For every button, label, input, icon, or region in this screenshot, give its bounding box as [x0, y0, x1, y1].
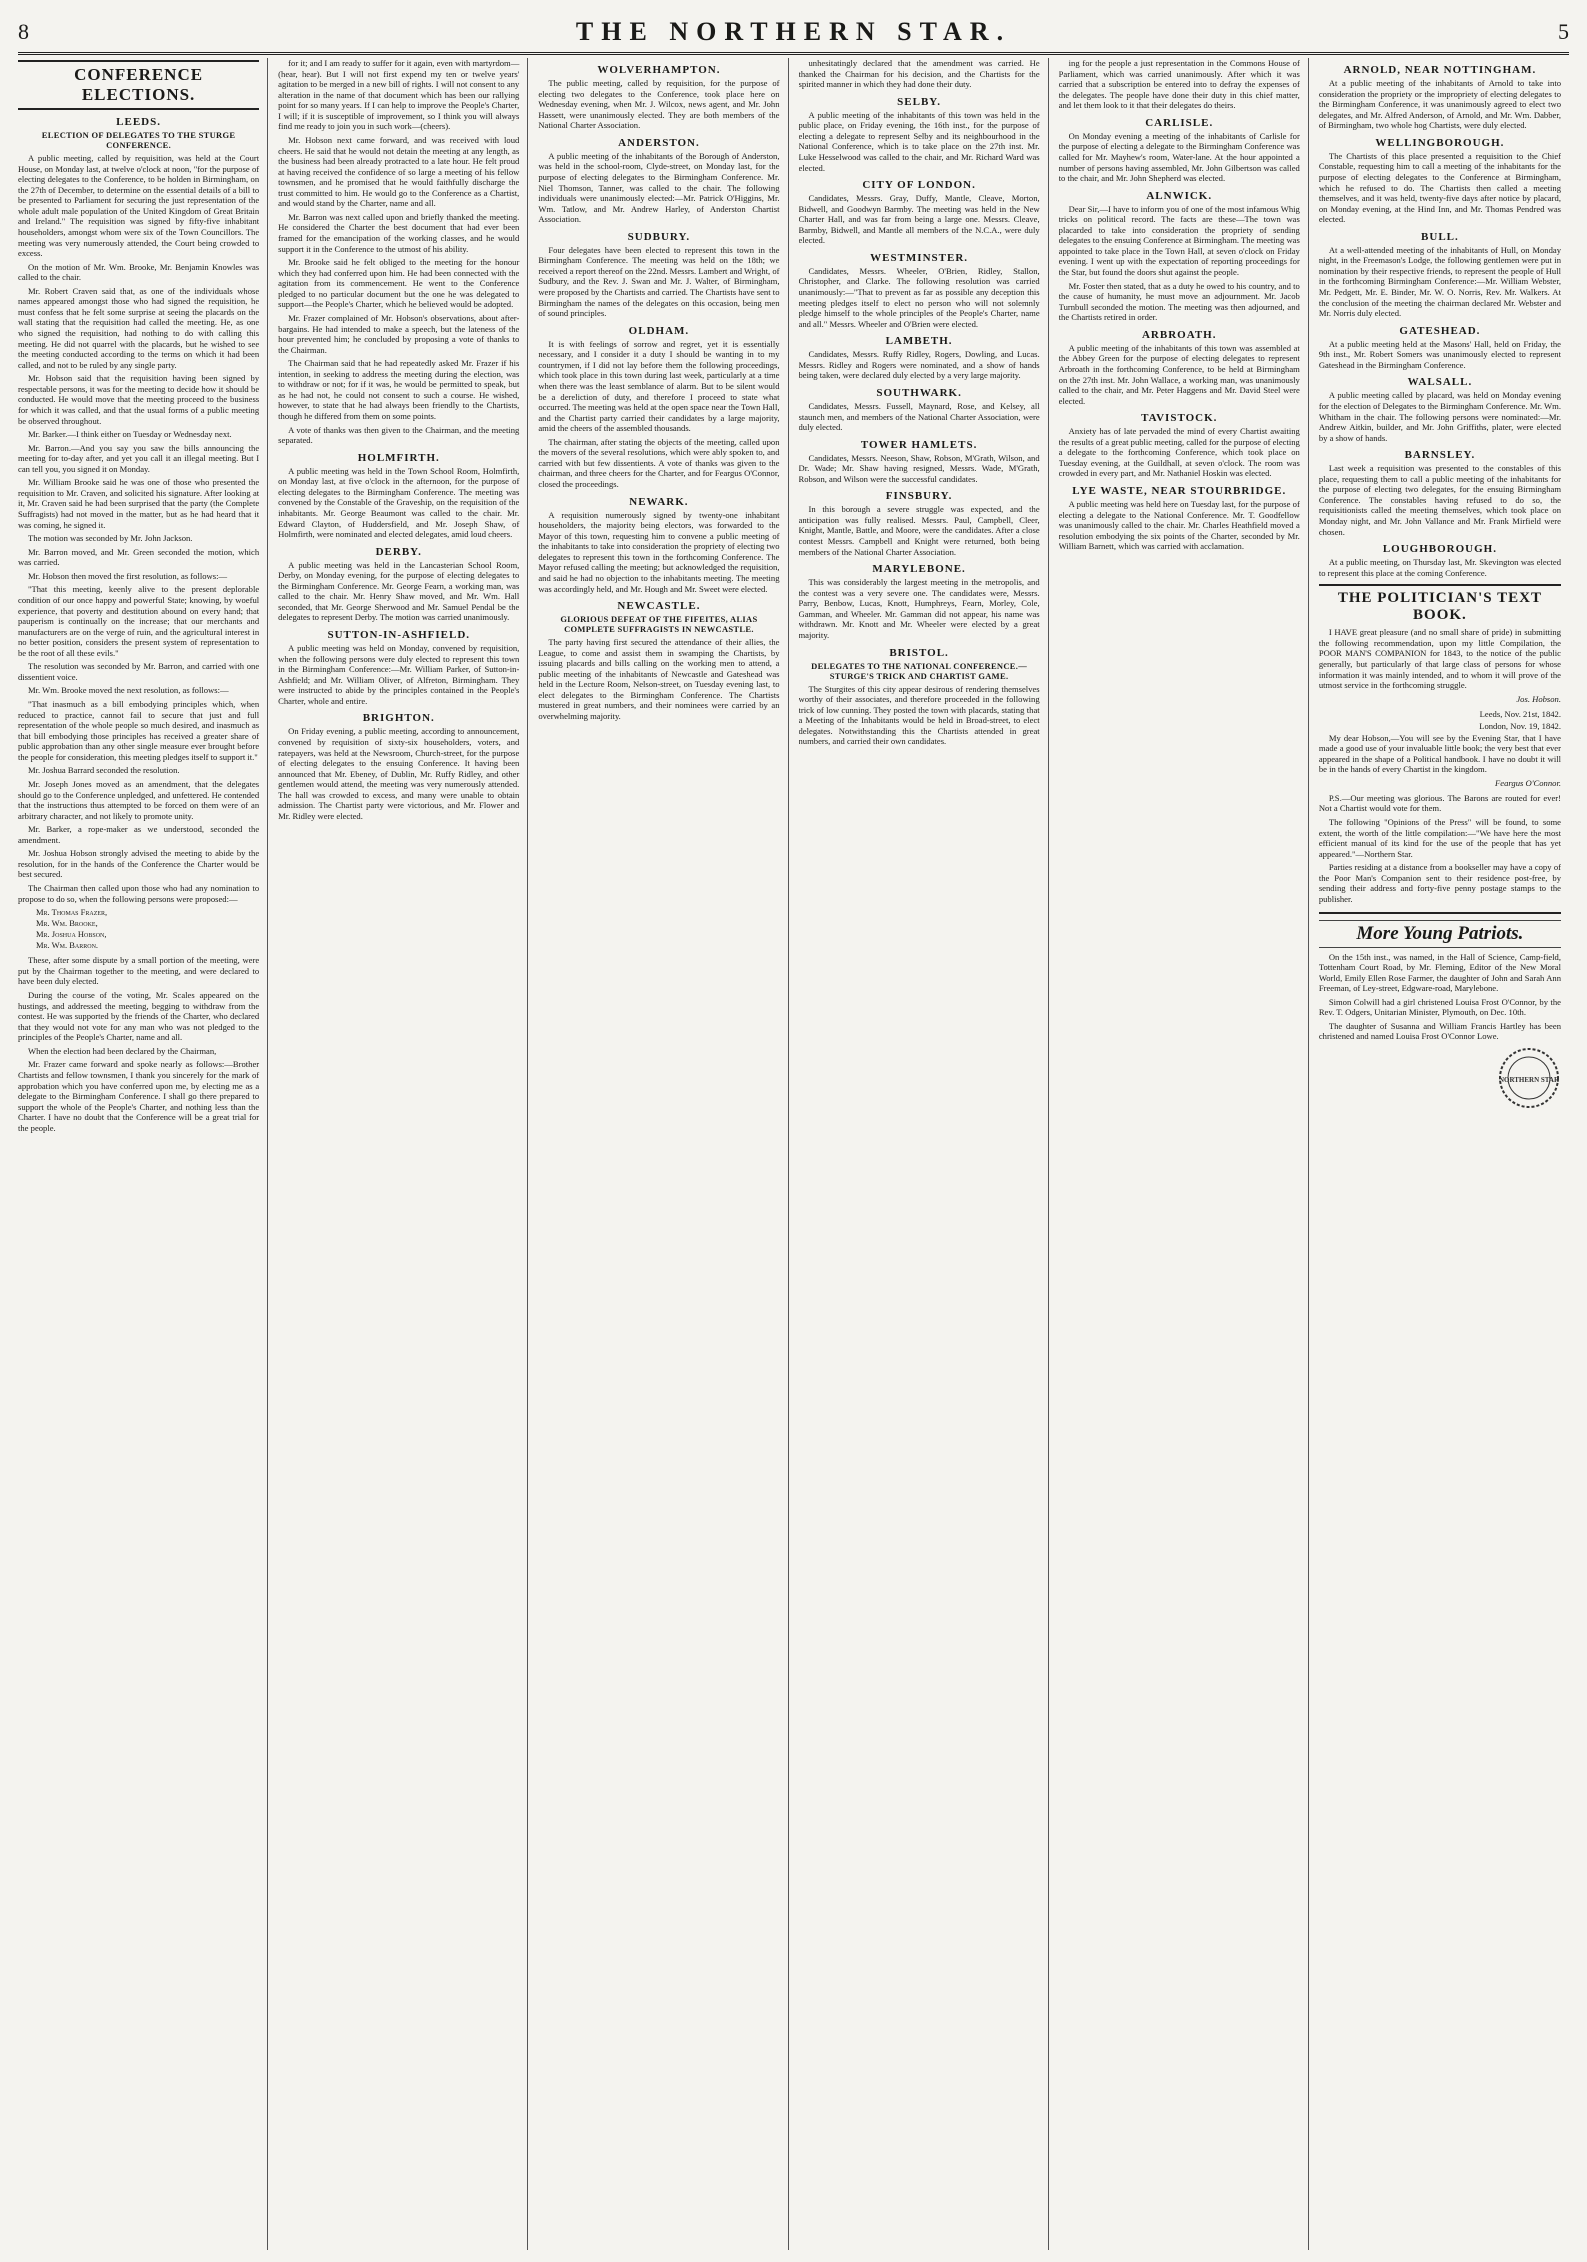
paragraph: The public meeting, called by requisition, for the purpose of electing two delegates to the Conference, took place here on Wednesday evening, when Mr. J. Wilcox, news agent, and Mr. John Hassett, were unanimously elected. They are both members of the National Charter Association.: [538, 78, 780, 131]
paragraph: Mr. Brooke said he felt obliged to the meeting for the honour which they had conferred upon him. He had been connected with the agitation from its commencement. He went to the Conference pledged to no particular document but the one he was delegated to support—the People's Charter, which he believed would be adopted.: [278, 257, 520, 310]
column-6: [1319, 58, 1569, 2250]
paragraph: Candidates, Messrs. Fussell, Maynard, Rose, and Kelsey, all staunch men, and members of the National Charter Association, were duly elected.: [798, 400, 1040, 433]
page-number: 5: [1558, 19, 1569, 44]
paragraph: The motion was seconded by Mr. John Jackson.: [28, 533, 193, 544]
delegate-name: Mr. Joshua Hobson,: [36, 929, 107, 940]
paragraph: This was considerably the largest meeting in the metropolis, and the contest was a very severe one. The candidates were, Messrs. Parry, Benbow, Lucas, Knott, Humphreys, Fearn, Morley, Cole, Gamman, and Wheeler. Mr. Gamman did not appear, his name was withdrawn. Mr. Knott and Mr. Wheeler were elected by a great majority.: [798, 577, 1040, 640]
delegate-name: Mr. Wm. Brooke,: [36, 918, 98, 929]
article-heading: LOUGHBOROUGH.: [1382, 543, 1497, 556]
article-heading: GATESHEAD.: [1399, 324, 1481, 337]
paragraph: Mr. Foster then stated, that as a duty he owed to his country, and to the cause of humanity, he must move an adjournment. Mr. Jacob Turnbull seconded the motion. The meeting was then adjourned, and the Chartists retired in order.: [1058, 280, 1300, 323]
column-1: [18, 58, 268, 2250]
paragraph: Candidates, Messrs. Ruffy Ridley, Rogers, Dowling, and Lucas. Messrs. Ridley and Rogers were nominated, and a show of hands being taken, were declared duly elected by a very large majority.: [798, 349, 1040, 381]
paragraph: I HAVE great pleasure (and no small share of pride) in submitting the following recommendation, upon my little Compilation, the POOR MAN'S COMPANION for 1843, to the notice of the public generally, but particularly of that large class of persons for whose information it was mainly intended, and to whom it will prove of the utmost service in the forthcoming struggle.: [1318, 627, 1561, 691]
article-heading: WOLVERHAMPTON.: [597, 64, 721, 76]
paragraph: The chairman, after stating the objects of the meeting, called upon the movers of the several resolutions, which were ably spoken to, and carried with but few dissentients. A vote of thanks was given to the chairman, and three cheers for the Charter, and for Feargus O'Connor, closed the proceedings.: [538, 436, 780, 489]
column-5: [1059, 58, 1309, 2250]
resolution-quote: "That inasmuch as a bill embodying principles which, when reduced to practice, cannot fail to secure that just and full representation of the whole people so much desired, and inasmuch as that bill embodying those principles has received a greater share of public approbation than any other single measure ever brought before the people for consideration, this meeting pledges itself to support it.": [18, 699, 260, 762]
masthead-title: THE NORTHERN STAR.: [575, 17, 1012, 46]
article-heading: FINSBURY.: [885, 490, 953, 503]
masthead-left-mark: 8: [18, 19, 29, 44]
column-grid: [18, 58, 1569, 2250]
dateline: London, Nov. 19, 1842.: [1479, 720, 1561, 731]
paragraph: A requisition numerously signed by twenty-one inhabitant householders, the majority being electors, was forwarded to the Mayor of this town, requesting him to convene a public meeting of the inhabitants to take into consideration the propriety of electing two delegates to represent this town in the forthcoming Conference. The Mayor refused calling the meeting; but acknowledged the requisition, and said he had no objection to the inhabitants meeting. The meeting was accordingly held, and Mr. Hough and Mr. Sweet were elected.: [538, 509, 780, 594]
delegate-name: Mr. Wm. Barron.: [36, 940, 99, 951]
article-heading: NEWARK.: [629, 495, 689, 508]
dateline: Leeds, Nov. 21st, 1842.: [1479, 708, 1561, 719]
article-heading: HOLMFIRTH.: [357, 451, 440, 464]
paragraph: Candidates, Messrs. Wheeler, O'Brien, Ridley, Stallon, Christopher, and Clarke. The following resolution was carried unanimously:—"That to prevent as far as possible any deception this meeting pledges itself to elect no person who will not solemnly pledge himself to the whole principles of the People's Charter, name and all." Messrs. Wheeler and O'Brien were elected.: [798, 265, 1040, 329]
paragraph: Mr. Frazer came forward and spoke nearly as follows:—Brother Chartists and fellow townsmen, I thank you sincerely for the mark of approbation which you have conferred upon me, by electing me as a delegate to the Birmingham Conference. I shall go there prepared to support the whole of the People's Charter, and nothing less than the Charter. I have no doubt that the Conference will be a great trial for the people.: [18, 1059, 260, 1133]
paragraph: During the course of the voting, Mr. Scales appeared on the hustings, and addressed the meeting, begging to withdraw from the contest. He was supported by the friends of the Charter, who declared that they would not vote for any man who was not pledged to the principles of the People's Charter, name and all.: [18, 990, 260, 1043]
column-2: [278, 58, 528, 2250]
paragraph: The Chairman said that he had repeatedly asked Mr. Frazer if his intention, in seeking to address the meeting during the election, was to withdraw or not; for if it was, he would be permitted to speak, but as he had not, he could not consent to such a course. He wished, however, to state that he had always been friendly to the Chartists, though he differed from them on some points.: [278, 358, 520, 421]
paragraph: Mr. Wm. Brooke moved the next resolution, as follows:—: [28, 685, 229, 696]
section-title: CONFERENCE ELECTIONS.: [18, 60, 259, 110]
paragraph: The party having first secured the attendance of their allies, the League, to come and assist them in swamping the Chartists, by issuing placards and bills calling on the working men to attend, a public meeting of the inhabitants of Newcastle and Gateshead was held in the Lecture Room, Nelson-street, on Tuesday evening last, to elect delegates to the Birmingham Conference. The Chartists mustered in great numbers, and their nominees were carried by an overwhelming majority.: [538, 637, 780, 721]
paragraph: In this borough a severe struggle was expected, and the anticipation was fully realised. Messrs. Paul, Campbell, Cleer, Knight, Mantle, Battle, and Moore, were the candidates. After a close contest Messrs. Campbell and Knight were returned, both being members of the National Charter Association.: [798, 504, 1040, 557]
advertisement-title: THE POLITICIAN'S TEXT BOOK.: [1337, 590, 1542, 624]
paragraph: Mr. Robert Craven said that, as one of the individuals whose names appeared amongst those who had signed the requisition, he must confess that he felt some surprise at seeing the placards on the wall stating that the requisition had called the meeting. He, as one who signed the requisition, had nothing to do with calling this meeting. He did not quarrel with the placards, but he wished to see the meeting conducted according to the terms on which it had been called, and not to be ruled by any single party.: [18, 285, 260, 370]
paragraph: A public meeting, called by requisition, was held at the Court House, on Monday last, at twelve o'clock at noon, "for the purpose of electing delegates to the Conference, to be holden in Birmingham, on the 27th of December, to determine on the essential details of a bill to be presented to Parliament for securing the just representation of the whole adult male population of the United Kingdom of Great Britain and Ireland." The requisition was signed by fifty-five inhabitant householders, amongst whom were six of the Town Councillors. The meeting was very numerously attended, the Court being crowded to excess.: [18, 153, 260, 259]
article-heading: WESTMINSTER.: [870, 251, 969, 264]
paragraph: Mr. Joshua Hobson strongly advised the meeting to abide by the resolution, for in the hands of the Conference the Charter would be best secured.: [18, 848, 260, 880]
paragraph: A public meeting was held in the Town School Room, Holmfirth, on Monday last, at five o'clock in the afternoon, for the purpose of electing delegates to the Birmingham Conference. The meeting was convened by the Constable of the Graveship, on the requisition of the inhabitants. Mr. George Beaumont was called to the chair. Mr. Edward Clayton, of Huddersfield, and Mr. Joseph Shaw, of Holmfirth, were nominated and elected delegates, amid loud cheers.: [278, 465, 520, 540]
article-heading: ALNWICK.: [1146, 189, 1213, 202]
article-heading: SUTTON-IN-ASHFIELD.: [327, 629, 471, 641]
paragraph: Mr. Hobson said that the requisition having been signed by respectable persons, it was for the meeting to decide how it should be conducted. He would move that the meeting proceed to the business for which it was called, and that the usual forms of a public meeting be observed throughout.: [18, 373, 260, 426]
postscript: P.S.—Our meeting was glorious. The Barons are routed for ever! Not a Chartist would vote for them.: [1318, 792, 1561, 814]
paragraph: Mr. Barron.—And you say you saw the bills announcing the meeting for to-day after, and yet you call it an illegal meeting. But I can tell you, you signed it on Monday.: [18, 442, 260, 474]
article-heading: SELBY.: [897, 95, 941, 108]
article-heading: LAMBETH.: [885, 335, 953, 348]
paragraph: The daughter of Susanna and William Francis Hartley has been christened and named Louisa Frost O'Connor Lowe.: [1318, 1020, 1561, 1042]
paragraph: ing for the people a just representation in the Commons House of Parliament, which was carried unanimously. After which it was carried that a subscription be entered into to defray the expenses of the delegates. The people have done their duty in this chief matter, and let them look to it that their delegates do theirs.: [1058, 58, 1300, 111]
delegate-name: Mr. Thomas Frazer,: [36, 907, 108, 918]
article-heading: TOWER HAMLETS.: [860, 438, 978, 451]
paragraph: Mr. Joseph Jones moved as an amendment, that the delegates should go to the Conference unpledged, and unfettered. He contended that the instructions thus attempted to be forced on them were of an arbitrary character, and not likely to promote unity.: [18, 778, 260, 821]
paragraph: On the motion of Mr. Wm. Brooke, Mr. Benjamin Knowles was called to the chair.: [18, 261, 260, 283]
paragraph: Mr. Barker.—I think either on Tuesday or Wednesday next.: [28, 429, 232, 440]
masthead: [18, 12, 1569, 55]
paragraph: Mr. Joshua Barrard seconded the resolution.: [28, 765, 180, 776]
article-heading: TAVISTOCK.: [1141, 412, 1218, 425]
paragraph: At a public meeting held at the Masons' Hall, held on Friday, the 9th inst., Mr. Robert Somers was unanimously elected to represent Gateshead in the Birmingham Conference.: [1318, 338, 1561, 370]
article-heading: BARNSLEY.: [1404, 449, 1476, 462]
paragraph: Mr. William Brooke said he was one of those who presented the requisition to Mr. Craven, and solicited his signature. After looking at it, Mr. Craven said he had been surprised that the party (the Complete Suffragists) had not moved in the matter, but as he had heard that it was coming, he signed it.: [18, 477, 260, 530]
column-3: [538, 58, 788, 2250]
paragraph: It is with feelings of sorrow and regret, yet it is essentially necessary, and I consider it a duty I should be wanting in to my countrymen, if I did not lay before them the following proceedings, which took place in this town during last week, particularly at a time when there was the least semblance of alarm. But to be silent would be a dereliction of duty, and therefore I proceed to state what occurred. The meeting was held at the open space near the Town Hall, and the Chartist party carried their candidates by a large majority, amid the cheers of the assembled thousands.: [538, 338, 780, 434]
article-heading: DERBY.: [375, 545, 422, 558]
paragraph: When the election had been declared by the Chairman,: [28, 1045, 217, 1056]
article-heading: LEEDS.: [116, 116, 161, 128]
paragraph: Mr. Frazer complained of Mr. Hobson's observations, about after-bargains. He had intended to make a speech, but the lateness of the hour prevented him; he concluded by proposing a vote of thanks to the Chairman.: [278, 312, 520, 355]
paragraph: Mr. Hobson then moved the first resolution, as follows:—: [28, 570, 228, 581]
advertisement-block: [1319, 584, 1561, 913]
stamp-seal-icon: [1497, 1046, 1561, 1110]
paragraph: Candidates, Messrs. Neeson, Shaw, Robson, M'Grath, Wilson, and Dr. Wade; Mr. Shaw having resigned, Messrs. Wade, M'Grath, Robson, and Wilson were the successful candidates.: [798, 452, 1040, 484]
paragraph: These, after some dispute by a small portion of the meeting, were put by the Chairman together to the meeting, and were declared to have been duly elected.: [18, 955, 260, 987]
paragraph: A public meeting was held on Monday, convened by requisition, when the following persons were duly elected to represent this town in the Birmingham Conference:—Mr. William Parker, of Sutton-in-Ashfield; and Mr. William Oliver, of Alfreton, Birmingham. They were instructed to abide by the principles contained in the People's Charter, whole and entire.: [278, 643, 520, 706]
paragraph: At a public meeting of the inhabitants of Arnold to take into consideration the propriety or the impropriety of electing delegates to the Birmingham Conference, it was unanimously agreed to elect two delegates, and Mr. Alfred Anderson, of Arnold, and Mr. Wm. Dabber, of Birmingham, two whole hog Chartists, were duly elected.: [1318, 78, 1561, 131]
paragraph: At a public meeting, on Thursday last, Mr. Skevington was elected to represent this place at the coming Conference.: [1318, 557, 1561, 578]
paragraph: The following "Opinions of the Press" will be found, to some extent, the worth of the little compilation:—"We have here the most efficient manual of its kind for the use of the people that has yet appeared."—Northern Star.: [1318, 817, 1561, 859]
paragraph: A public meeting of the inhabitants of the Borough of Anderston, was held in the school-room, Clyde-street, on Monday last, for the purpose of electing delegates to the Birmingham Conference. Mr. Niel Thomson, Tanner, was called to the chair. The following individuals were unanimously elected:—Mr. Patrick O'Higgins, Mr. Wm. Tatlow, and Mr. Andrew Harley, of Anderston Chartist Association.: [538, 150, 780, 225]
resolution-quote: "That this meeting, keenly alive to the present deplorable condition of our once happy and powerful State; knowing, by woeful experience, that poverty and destitution abound on every hand; that pauperism is continually on the increase; that our merchants and manufacturers are on the verge of ruin, and the agricultural interest in no better position, considers the present system of representation to be the root of all these evils.": [18, 584, 260, 658]
article-subheading: DELEGATES TO THE NATIONAL CONFERENCE.—STURGE'S TRICK AND CHARTIST GAME.: [811, 660, 1027, 681]
paragraph: Mr. Barker, a rope-maker as we understood, seconded the amendment.: [18, 824, 260, 845]
paragraph: Parties residing at a distance from a bookseller may have a copy of the Poor Man's Companion sent to their residence post-free, by sending their address and forty-five penny postage stamps to the publisher.: [1318, 862, 1561, 904]
paragraph: Candidates, Messrs. Gray, Duffy, Mantle, Cleave, Morton, Bidwell, and Goodwyn Barmby. The meeting was held in the New Charter Hall, and was far from being a large one. Messrs. Cleave, Barmby, Bidwell, and Mantle all members of the N.C.A., were duly elected.: [798, 193, 1040, 246]
article-heading: ANDERSTON.: [618, 136, 700, 149]
article-heading: SUDBURY.: [627, 230, 691, 243]
paragraph: A vote of thanks was then given to the Chairman, and the meeting separated.: [278, 424, 520, 446]
article-heading: ARNOLD, NEAR NOTTINGHAM.: [1343, 64, 1537, 76]
article-heading: LYE WASTE, NEAR STOURBRIDGE.: [1072, 485, 1287, 497]
article-heading: ARBROATH.: [1141, 328, 1217, 341]
paragraph: A public meeting of the inhabitants of this town was assembled at the Abbey Green for the purpose of electing delegates to represent Arbroath in the forthcoming Conference, to be held at Birmingham on the 27th inst. Mr. John Wallace, a working man, was unanimously called to the chair, and Mr. Peter Haggens and Mr. David Steel were elected.: [1058, 342, 1300, 406]
paragraph: Mr. Barron was next called upon and briefly thanked the meeting. He considered the Charter the best document that had ever been framed for the emancipation of the working classes, and he would support it in the Conference to the utmost of his ability.: [278, 211, 520, 254]
paragraph: A public meeting was held in the Lancasterian School Room, Derby, on Monday evening, for the purpose of electing delegates to the Birmingham Conference. Mr. George Fearn, a working man, was called to the chair. Mr. Henry Shaw moved, and Mr. Wm. Hall seconded, that Mr. George Sherwood and Mr. Samuel Pendal be the delegates to represent Derby. The motion was carried unanimously.: [278, 559, 520, 623]
paragraph: Four delegates have been elected to represent this town in the Birmingham Conference. The meeting was held on the 18th; we received a report thereof on the 22nd. Messrs. Lambert and Wright, of Sudbury, and the Rev. J. Swan and Mr. J. Walter, of Birmingham, were proposed by the Chartists and carried. The Chartists have sent to Birmingham the names of the delegates on this occasion, being men of sound principles.: [538, 244, 780, 319]
article-subheading: GLORIOUS DEFEAT OF THE FIFEITES, ALIAS COMPLETE SUFFRAGISTS IN NEWCASTLE.: [560, 614, 758, 635]
paragraph: The Chartists of this place presented a requisition to the Chief Constable, requesting him to call a meeting of the inhabitants for the purpose of electing delegates to the Conference at Birmingham, which he refused to do. The Chartists then called a meeting themselves, and it was held, twenty-five days after notice by placard, on Monday evening, at the Hind Inn, and Mr. Thomas Pendred was elected.: [1318, 150, 1561, 225]
signature: Feargus O'Connor.: [1495, 777, 1561, 788]
article-heading: CARLISLE.: [1145, 116, 1214, 129]
letter-text: My dear Hobson,—You will see by the Evening Star, that I have made a good use of your invaluable little book; the very best that ever appeared in the shape of a Political handbook. I have no doubt it will be in the hands of every Chartist in the kingdom.: [1318, 732, 1561, 775]
paragraph: Mr. Barron moved, and Mr. Green seconded the motion, which was carried.: [18, 546, 260, 568]
paragraph: Anxiety has of late pervaded the mind of every Chartist awaiting the results of a great public meeting, called for the purpose of electing a delegate to the forthcoming Conference, which took place on Tuesday evening, at the Guildhall, at seven o'clock. The room was crowded in every part, and Mr. Nathaniel Hoskin was elected.: [1058, 426, 1300, 479]
paragraph: On Monday evening a meeting of the inhabitants of Carlisle for the purpose of electing a delegate to the Birmingham Conference was called for Mr. Mayhew's room, Water-lane. At the hour appointed a number of persons having assembled, Mr. John Gilbertson was called to the chair, and Mr. John Shepherd was elected.: [1058, 130, 1300, 184]
paragraph: A public meeting of the inhabitants of this town was held in the public place, on Friday evening, the 16th inst., for the purpose of electing a delegate to represent Selby and its neighbourhood in the National Conference, which is to take place on the 27th inst. Mr. Luke Hesselwood was called to the chair, and Mr. Richard Ward was elected.: [798, 109, 1040, 173]
paragraph: for it; and I am ready to suffer for it again, even with martyrdom—(hear, hear). But I will not first expend my ten or twelve years' agitation to be merged in a new bill of rights. I will not consent to any alteration in the name of that document which has been our rallying point for so many years. If I can help to improve the People's Charter, I will; if it is susceptible of improvement, so I think you will always find me ready to join you in such work—(cheers).: [278, 58, 520, 132]
column-4: [799, 58, 1049, 2250]
article-heading: BULL.: [1421, 230, 1459, 243]
article-heading: OLDHAM.: [628, 324, 690, 337]
section-heading-patriots: More Young Patriots.: [1319, 920, 1561, 948]
paragraph: Simon Colwill had a girl christened Louisa Frost O'Connor, by the Rev. T. Odgers, Unitarian Minister, Plymouth, on Dec. 10th.: [1318, 996, 1561, 1018]
paragraph: Mr. Hobson next came forward, and was received with loud cheers. He said that he would not detain the meeting at any length, as the business had been already protracted to a late hour. He felt proud at having received the confidence of so large a meeting of his fellow townsmen, and he promised that he would faithfully discharge the trust committed to him. He would go to the Conference as a Chartist, and would stand by the Charter, name and all.: [278, 134, 520, 209]
signature: Jos. Hobson.: [1516, 693, 1561, 704]
article-heading: BRISTOL.: [889, 646, 949, 659]
delegate-list: [36, 907, 259, 951]
article-heading: BRIGHTON.: [362, 712, 435, 725]
stamp-text: NORTHERN STAR: [1498, 1076, 1560, 1084]
article-heading: NEWCASTLE.: [617, 600, 701, 613]
paragraph: The Chairman then called upon those who had any nomination to propose to do so, when the following persons were proposed:—: [18, 883, 260, 904]
paragraph: A public meeting called by placard, was held on Monday evening for the election of Delegates to the Birmingham Conference. Mr. Wm. Whitham in the chair. The following persons were nominated:—Mr. Andrew Aitkin, builder, and Mr. John Griffiths, plater, were elected by a show of hands.: [1318, 390, 1561, 443]
paragraph: Last week a requisition was presented to the constables of this place, requesting them to call a public meeting of the inhabitants for the purpose of electing two delegates, for the ensuing Birmingham Conference. The constables having refused to do so, the requisitionists called the meeting themselves, which took place on Monday night, and Mr. John Vallance and Mr. Frank Mirfield were chosen.: [1318, 463, 1561, 537]
paragraph: On the 15th inst., was named, in the Hall of Science, Camp-field, Tottenham Court Road, by Mr. Fleming, Editor of the New Moral World, Emily Ellen Rose Farmer, the daughter of John and Sarah Ann Freeman, of Ley-street, Edgware-road, Marylebone.: [1318, 951, 1561, 994]
article-subheading: ELECTION OF DELEGATES TO THE STURGE CONFERENCE.: [41, 130, 236, 150]
article-heading: WELLINGBOROUGH.: [1375, 136, 1505, 149]
paragraph: A public meeting was held here on Tuesday last, for the purpose of electing a delegate to the National Conference. Mr. T. Goodfellow was unanimously called to the chair. Mr. Charles Heathfield moved a resolution embodying the six points of the Charter, seconded by Mr. William Barnett, which was carried with acclamation.: [1058, 499, 1300, 552]
paragraph: The Sturgites of this city appear desirous of rendering themselves worthy of their associates, and therefore proceeded in the following trick of low cunning. They posted the town with placards, stating that a Meeting of the Inhabitants would be held in Broad-street, to elect delegates. Notwithstanding this the Chartists attended in great numbers, and carried their own candidates.: [798, 683, 1040, 747]
article-heading: WALSALL.: [1407, 376, 1473, 389]
library-stamp: [1319, 1046, 1561, 1110]
paragraph: The resolution was seconded by Mr. Barron, and carried with one dissentient voice.: [18, 661, 260, 682]
paragraph: At a well-attended meeting of the inhabitants of Hull, on Monday night, in the Freemason's Lodge, the following gentlemen were put in nomination by their respective friends, to represent the people of Hull in the forthcoming Birmingham Conference:—Mr. William Webster, Mr. Pedgett, Mr. E. Binder, Mr. W. O. Norris, Rev. Mr. Walkers. At the conclusion of the meeting the chairman declared Mr. Webster and Mr. Norris duly elected.: [1318, 244, 1561, 319]
article-heading: CITY OF LONDON.: [862, 179, 976, 192]
article-heading: MARYLEBONE.: [872, 563, 966, 576]
paragraph: On Friday evening, a public meeting, according to announcement, convened by requisition of sixty-six householders, voters, and ratepayers, was held at the Newsroom, Church-street, for the purpose of electing delegates to the ensuing Conference. It having been announced that Mr. Ebeney, of Dublin, Mr. Ruffy Ridley, and other gentlemen would attend, the meeting was very numerously attended. The hall was crowded to excess, and many were unable to obtain admission. The Chartist party were victorious, and Mr. Flower and Mr. Ridley were elected.: [278, 726, 520, 821]
article-heading: SOUTHWARK.: [876, 386, 962, 399]
paragraph: unhesitatingly declared that the amendment was carried. He thanked the Chairman for his decision, and the Chartists for the spirited manner in which they had done their duty.: [798, 58, 1040, 90]
paragraph: Dear Sir,—I have to inform you of one of the most infamous Whig tricks on political record. The facts are these—The town was placarded to take into consideration the propriety of sending delegates to the ensuing Conference at Birmingham. The meeting was appointed to take place in the Town Hall, at seven o'clock on Friday evening. I went up with the expectation of reporting proceedings for the Star, but found the doors shut against the people.: [1058, 203, 1300, 277]
